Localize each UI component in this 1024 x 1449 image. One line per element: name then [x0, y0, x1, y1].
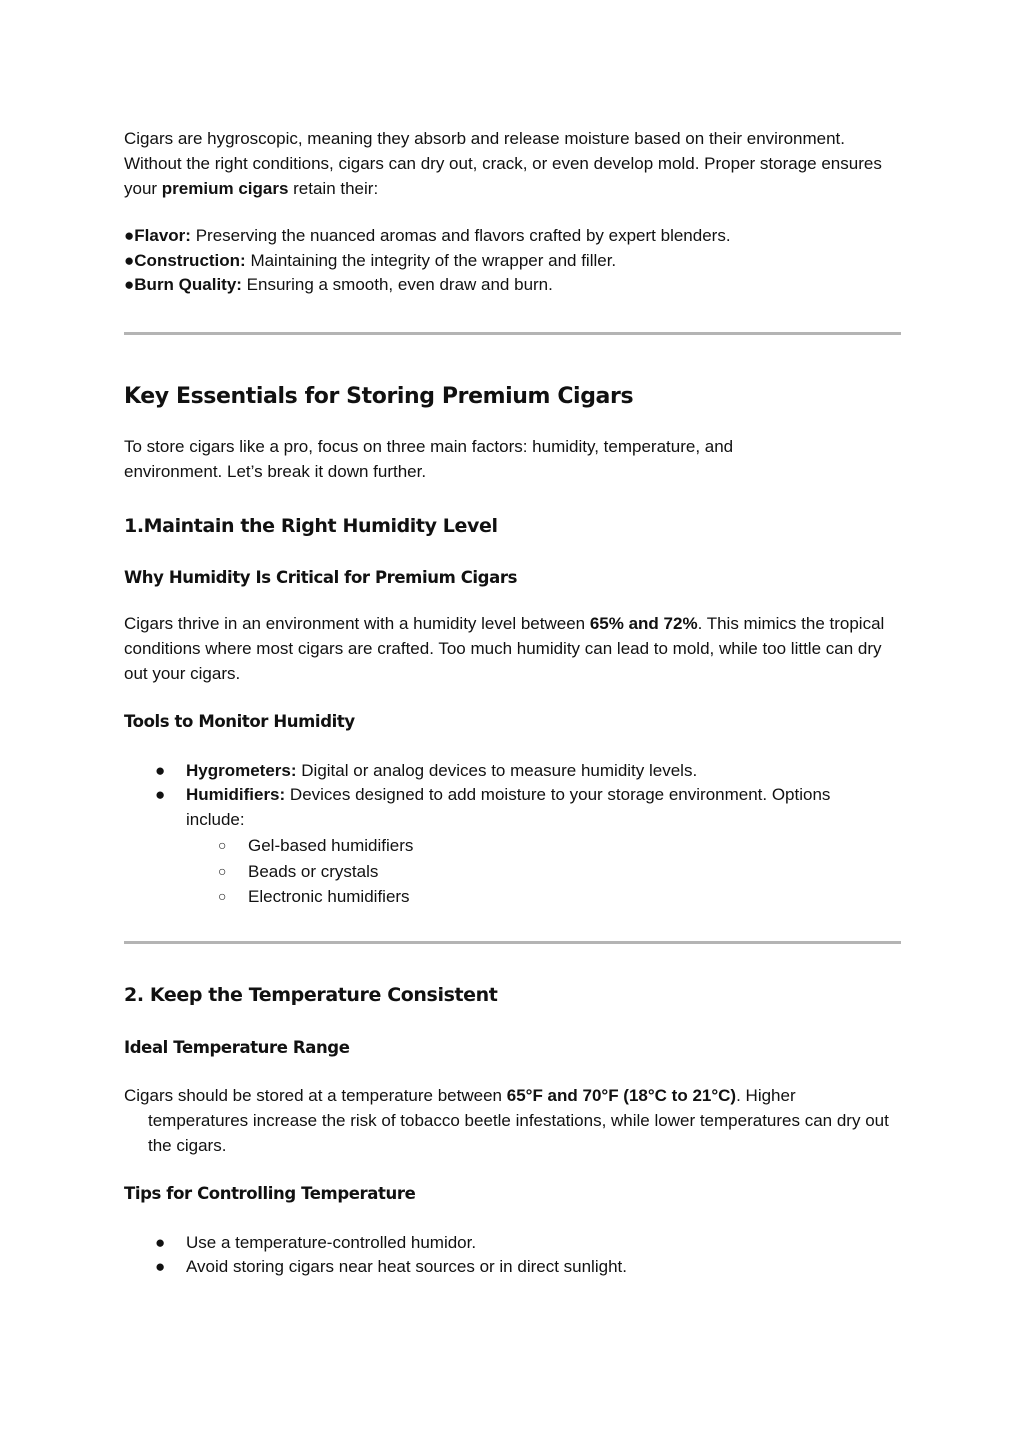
tips-heading: Tips for Controlling Temperature — [124, 1183, 416, 1203]
bullet-icon: ● — [155, 785, 166, 804]
intro-text-before: Cigars are hygroscopic, meaning they absorb and release moisture based on their environment. Without the right conditions, cigars can dry out, crack, or even develop mold. Proper storage ensures your — [124, 129, 882, 198]
section-divider — [124, 941, 901, 944]
intro-bold-text: premium cigars — [161, 179, 289, 198]
essentials-intro: To store cigars like a pro, focus on three main factors: humidity, temperature, and environment. Let’s break it down further. — [124, 436, 734, 481]
tools-heading: Tools to Monitor Humidity — [124, 711, 355, 731]
bullet-icon: ● — [124, 226, 135, 245]
circle-bullet-icon: ○ — [218, 862, 227, 879]
option-label: Gel-based humidifiers — [248, 836, 414, 855]
qualities-list — [124, 224, 901, 298]
humidity-text-before: Cigars thrive in an environment with a humidity level between — [124, 613, 590, 633]
temperature-paragraph — [124, 1083, 898, 1158]
option-item-beads — [186, 859, 841, 885]
humidity-heading: 1.Maintain the Right Humidity Level — [124, 514, 498, 537]
temperature-range-bold: 65°F and 70°F (18°C to 21°C) — [506, 1085, 737, 1105]
circle-bullet-icon: ○ — [218, 888, 227, 904]
temperature-range-heading: Ideal Temperature Range — [124, 1037, 350, 1057]
bullet-icon: ● — [124, 250, 135, 270]
quality-item-burn-quality — [124, 273, 901, 298]
option-label: Electronic humidifiers — [248, 887, 410, 906]
quality-term: Burn Quality: — [134, 275, 242, 294]
option-item-electronic — [186, 884, 841, 910]
humidity-range-bold: 65% and 72% — [589, 613, 698, 633]
quality-term: Flavor: — [134, 226, 191, 245]
tool-item-humidifiers — [124, 783, 901, 910]
quality-item-construction — [124, 249, 901, 274]
tool-item-hygrometers — [124, 759, 901, 784]
tool-desc: Devices designed to add moisture to your storage environment. Options include: — [186, 785, 831, 829]
humidity-why-heading: Why Humidity Is Critical for Premium Cigars — [124, 567, 517, 587]
temperature-text-before: Cigars should be stored at a temperature between — [124, 1085, 507, 1105]
bullet-icon: ● — [155, 1257, 166, 1276]
intro-paragraph — [124, 126, 884, 201]
humidifier-options-list — [186, 833, 841, 910]
quality-term: Construction: — [134, 250, 246, 270]
tips-list — [124, 1231, 901, 1280]
tools-list — [124, 759, 901, 910]
tip-item-heat-sources — [124, 1255, 901, 1280]
section-divider — [124, 332, 901, 335]
option-label: Beads or crystals — [248, 861, 379, 881]
intro-text-after: retain their: — [288, 179, 379, 198]
quality-desc: Maintaining the integrity of the wrapper and filler. — [245, 250, 617, 270]
document-page — [124, 124, 901, 1280]
circle-bullet-icon: ○ — [218, 837, 227, 853]
bullet-icon: ● — [155, 760, 166, 780]
option-item-gel — [186, 833, 841, 859]
temperature-text-after: . Higher temperatures increase the risk of tobacco beetle infestations, while lower temperatures can dry out the cigars. — [148, 1085, 889, 1155]
humidity-text-after: . This mimics the tropical conditions where most cigars are crafted. Too much humidity can lead to mold, while too little can dry out your cigars. — [124, 613, 885, 683]
quality-desc: Preserving the nuanced aromas and flavors crafted by expert blenders. — [190, 226, 731, 245]
tool-term: Humidifiers: — [186, 785, 286, 804]
quality-desc: Ensuring a smooth, even draw and burn. — [241, 275, 553, 294]
tip-label: Use a temperature-controlled humidor. — [186, 1232, 477, 1252]
humidity-paragraph — [124, 611, 894, 686]
tip-item-humidor — [124, 1231, 901, 1256]
essentials-heading: Key Essentials for Storing Premium Cigars — [124, 383, 634, 409]
temperature-heading: 2. Keep the Temperature Consistent — [124, 983, 498, 1006]
tool-term: Hygrometers: — [186, 760, 297, 780]
bullet-icon: ● — [155, 1232, 166, 1252]
tip-label: Avoid storing cigars near heat sources or in direct sunlight. — [186, 1257, 627, 1276]
tool-desc: Digital or analog devices to measure humidity levels. — [296, 760, 698, 780]
bullet-icon: ● — [124, 275, 135, 294]
quality-item-flavor — [124, 224, 901, 249]
